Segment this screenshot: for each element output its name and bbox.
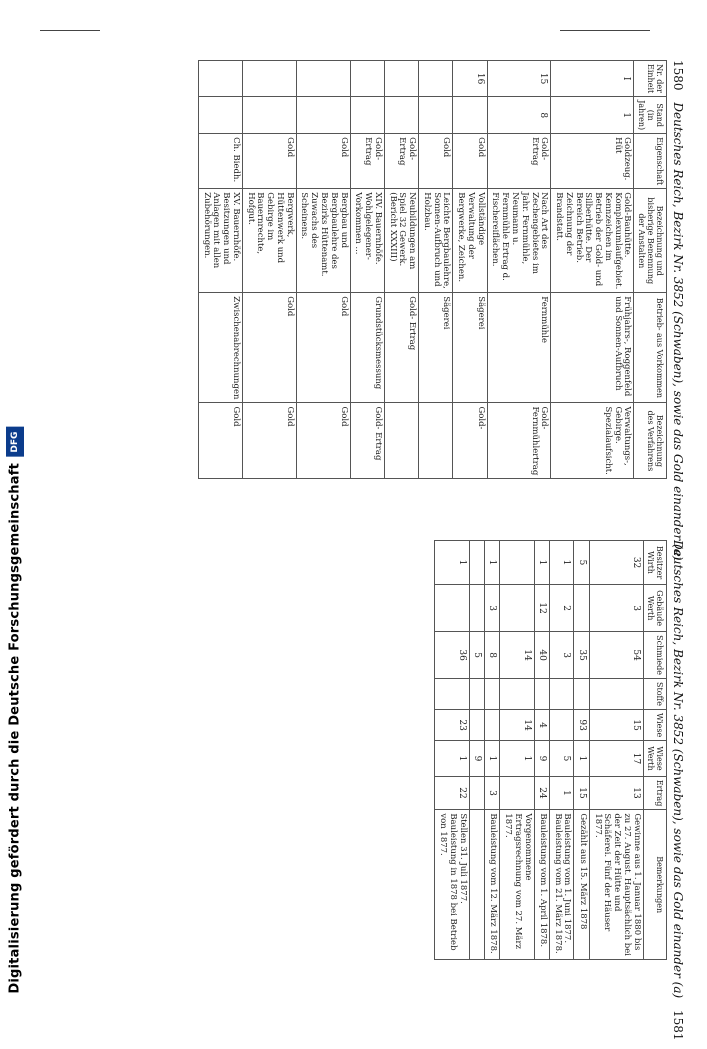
table-cell: 12 <box>534 585 549 632</box>
table-cell: I <box>551 61 634 97</box>
table-cell <box>419 97 453 134</box>
table-row <box>469 541 484 960</box>
table-cell: 15 <box>589 709 643 740</box>
table-cell: Gold- Ertrag <box>384 134 418 189</box>
upper-col-header: Nr. der Einheit <box>634 61 667 97</box>
lower-page-number: 1581 <box>671 1010 685 1041</box>
table-cell: 93 <box>574 709 589 740</box>
table-cell: 3 <box>589 585 643 632</box>
lower-col-header: Bemerkungen <box>643 810 666 960</box>
lower-col-header: Ertrag <box>643 776 666 810</box>
table-cell: 14 <box>500 709 534 740</box>
table-cell <box>589 679 643 710</box>
upper-page-number: 1580 <box>671 60 685 91</box>
table-cell <box>296 61 350 97</box>
table-cell: 2 <box>549 585 574 632</box>
dfg-logo: DFG <box>6 427 24 457</box>
table-cell: Bauleistung vom 12. März 1878. <box>484 810 499 960</box>
table-cell <box>350 97 384 134</box>
table-cell: 3 <box>549 632 574 679</box>
table-cell: Zwischenabrechnungen <box>198 293 242 403</box>
lower-table-body <box>435 541 643 960</box>
table-cell <box>500 541 534 585</box>
table-cell: Verwaltungs-, Gebirge. Spezialaufsicht. <box>551 403 634 479</box>
table-cell <box>198 97 242 134</box>
table-row <box>574 541 589 960</box>
table-cell: Ch. Biedh. <box>198 134 242 189</box>
table-cell: Gold <box>296 403 350 479</box>
table-cell: 9 <box>534 741 549 777</box>
table-cell: Stellen 31. Juli 1877. Bauleistung in 1878 bei Betrieb von 1877. <box>435 810 469 960</box>
table-cell <box>384 97 418 134</box>
table-cell: Bergwerk, Hüttenwerk und Gebirge im Bauernrechte, Hofgut. <box>242 189 296 293</box>
table-row <box>435 541 469 960</box>
table-cell: Vollständige Verwaltung der Bergwerke, Zeichen. <box>453 189 487 293</box>
upper-header <box>671 60 685 561</box>
table-cell: 16 <box>453 61 487 97</box>
table-cell: XIV. Bauernhöfe. Wohlgelegener-Vorkommen ... <box>350 189 384 293</box>
table-cell: Gold- Ertrag <box>350 403 384 479</box>
lower-col-header: Besitzer Wirth <box>643 541 666 585</box>
table-cell <box>384 403 418 479</box>
table-cell: 35 <box>574 632 589 679</box>
table-row <box>500 541 534 960</box>
table-cell <box>242 97 296 134</box>
table-cell: Sägerei <box>419 293 453 403</box>
table-row <box>551 61 634 479</box>
table-cell <box>500 776 534 810</box>
table-cell: Gold- Ertrag <box>384 293 418 403</box>
table-cell: 3 <box>484 585 499 632</box>
table-cell: Nach Art des Zechengebietes im Jahr. Fernmühle, Neumann u. Fernmühle Ertrag d. Fischereiflächen. <box>487 189 551 293</box>
footer-credit <box>6 427 24 994</box>
table-cell: Gold <box>419 134 453 189</box>
upper-table-block <box>110 60 685 561</box>
table-cell: 23 <box>435 709 469 740</box>
table-cell: 8 <box>484 632 499 679</box>
upper-table <box>198 60 667 479</box>
table-row <box>549 541 574 960</box>
table-cell: Gewinne aus 1. Januar 1880 bis zu 27. August. Hauptsächlich bei der Zeit der Hütte und Schäferei. Fünf der Häuser 1877. <box>589 810 643 960</box>
table-cell: 15 <box>574 776 589 810</box>
lower-table-block <box>110 540 685 1041</box>
table-cell: 1 <box>435 741 469 777</box>
table-cell: 3 <box>484 776 499 810</box>
table-cell: Gold- Ertrag <box>487 134 551 189</box>
table-cell <box>574 585 589 632</box>
table-cell: Gold <box>296 293 350 403</box>
table-cell: Goldzeug. Hüt <box>551 134 634 189</box>
table-cell: 5 <box>549 741 574 777</box>
upper-col-header: Stand (in Jahren) <box>634 97 667 134</box>
table-cell: Frühjahrs-, Roggenfeld und Sonnen-Aufbruch <box>551 293 634 403</box>
table-cell <box>469 585 484 632</box>
table-row <box>242 61 296 479</box>
table-cell: Gold- Fernmühlertrag <box>487 403 551 479</box>
table-cell: Gold <box>242 134 296 189</box>
table-cell: Gold <box>198 403 242 479</box>
table-cell: 40 <box>534 632 549 679</box>
table-cell <box>242 61 296 97</box>
table-cell: 8 <box>487 97 551 134</box>
table-cell <box>484 679 499 710</box>
table-cell: Gold <box>296 134 350 189</box>
table-cell <box>469 776 484 810</box>
upper-table-body <box>198 61 634 479</box>
table-cell <box>350 61 384 97</box>
upper-header-text: Deutsches Reich, Bezirk Nr. 3852 (Schwaben), sowie das Gold einander (a) <box>671 102 685 561</box>
table-cell <box>500 679 534 710</box>
table-row <box>198 61 242 479</box>
table-cell: Neubildungen am Spiel 32 Gewerk. (Bericht XXXIII) <box>384 189 418 293</box>
table-cell: Gezählt aus 15. März 1878 <box>574 810 589 960</box>
table-cell: 1 <box>435 541 469 585</box>
table-cell <box>469 541 484 585</box>
table-cell: Vorgenommene Ertragsrechnung vom 27. März 1877. <box>500 810 534 960</box>
table-cell <box>469 709 484 740</box>
table-cell <box>469 810 484 960</box>
footer-text: Digitalisierung gefördert durch die Deutsche Forschungsgemeinschaft <box>7 463 23 994</box>
table-cell: Bergbau und Bergbaulehre des Bezirks Hüttenamt. Zuwachs des Scheinens. <box>296 189 350 293</box>
upper-col-header: Bezeichnung des Verfahrens <box>634 403 667 479</box>
table-row <box>534 541 549 960</box>
table-cell: 1 <box>551 97 634 134</box>
table-cell: 13 <box>589 776 643 810</box>
table-cell: Bauleistung vom 1. April 1878. <box>534 810 549 960</box>
lower-header-row <box>643 541 666 960</box>
table-cell <box>296 97 350 134</box>
table-cell: 1 <box>534 541 549 585</box>
table-cell: Gold-Bauhütte. Komplexumlaufgebiet. Kennzeichen im Betrieb der Gold- und Silberhütte. Der Bereich Betrieb. Zeichnung der Brandstatt. <box>551 189 634 293</box>
table-cell <box>484 709 499 740</box>
table-cell: 36 <box>435 632 469 679</box>
table-cell: Gold- Ertrag <box>350 134 384 189</box>
table-cell: 54 <box>589 632 643 679</box>
table-row <box>453 61 487 479</box>
table-cell: 17 <box>589 741 643 777</box>
table-cell: 14 <box>500 632 534 679</box>
top-rule-left <box>40 30 100 31</box>
lower-col-header: Wiese Werth <box>643 741 666 777</box>
table-cell <box>534 679 549 710</box>
lower-col-header: Schmiede <box>643 632 666 679</box>
table-cell <box>469 679 484 710</box>
table-row <box>419 61 453 479</box>
lower-col-header: Wiese <box>643 709 666 740</box>
table-cell: XV. Bauernhöfe. Besitzungen und Anlagen mit allen Zubehörungen. <box>198 189 242 293</box>
table-cell: 1 <box>574 741 589 777</box>
lower-header <box>671 540 685 1041</box>
table-row <box>350 61 384 479</box>
table-cell: Gold <box>453 134 487 189</box>
table-cell <box>549 679 574 710</box>
table-cell <box>574 679 589 710</box>
table-cell: Gold <box>242 403 296 479</box>
table-row <box>484 541 499 960</box>
table-cell: 32 <box>589 541 643 585</box>
table-cell: Leichte Bergbaulehre, Sonnen-Aufbruch und Holzbau. <box>419 189 453 293</box>
table-cell: 22 <box>435 776 469 810</box>
upper-col-header: Betrieb- aus Vorkommen <box>634 293 667 403</box>
lower-header-text: Deutsches Reich, Bezirk Nr. 3852 (Schwaben), sowie das Gold einander (a) <box>671 540 685 999</box>
table-cell: Grundstücksmessung <box>350 293 384 403</box>
lower-table <box>434 540 667 960</box>
table-cell: Fernmühle <box>487 293 551 403</box>
table-row <box>296 61 350 479</box>
upper-col-header: Eigenschaft <box>634 134 667 189</box>
table-cell <box>549 709 574 740</box>
table-cell <box>419 61 453 97</box>
table-cell: 1 <box>484 741 499 777</box>
table-cell <box>500 585 534 632</box>
table-cell: 1 <box>500 741 534 777</box>
table-cell: 4 <box>534 709 549 740</box>
table-cell: Bauleistung vom 1. Juni 1877. Bauleistung vom 21. März 1878. <box>549 810 574 960</box>
lower-col-header: Gebäude Werth <box>643 585 666 632</box>
table-cell: 1 <box>484 541 499 585</box>
table-row <box>487 61 551 479</box>
table-cell: 5 <box>469 632 484 679</box>
table-cell <box>198 61 242 97</box>
upper-col-header: Bezeichnung und bisherige Benennung der Anstalten <box>634 189 667 293</box>
table-cell <box>453 97 487 134</box>
table-cell: 5 <box>574 541 589 585</box>
top-rule-right <box>560 30 650 31</box>
table-cell: Sägerei <box>453 293 487 403</box>
table-cell: 24 <box>534 776 549 810</box>
table-cell: 1 <box>549 541 574 585</box>
lower-col-header: Stoffe <box>643 679 666 710</box>
table-cell: Gold- <box>453 403 487 479</box>
table-cell <box>419 403 453 479</box>
table-row <box>589 541 643 960</box>
upper-header-row <box>634 61 667 479</box>
table-cell: Gold <box>242 293 296 403</box>
table-cell <box>435 679 469 710</box>
table-cell: 1 <box>549 776 574 810</box>
table-row <box>384 61 418 479</box>
table-cell <box>435 585 469 632</box>
table-cell: 15 <box>487 61 551 97</box>
table-cell: 9 <box>469 741 484 777</box>
table-cell <box>384 61 418 97</box>
